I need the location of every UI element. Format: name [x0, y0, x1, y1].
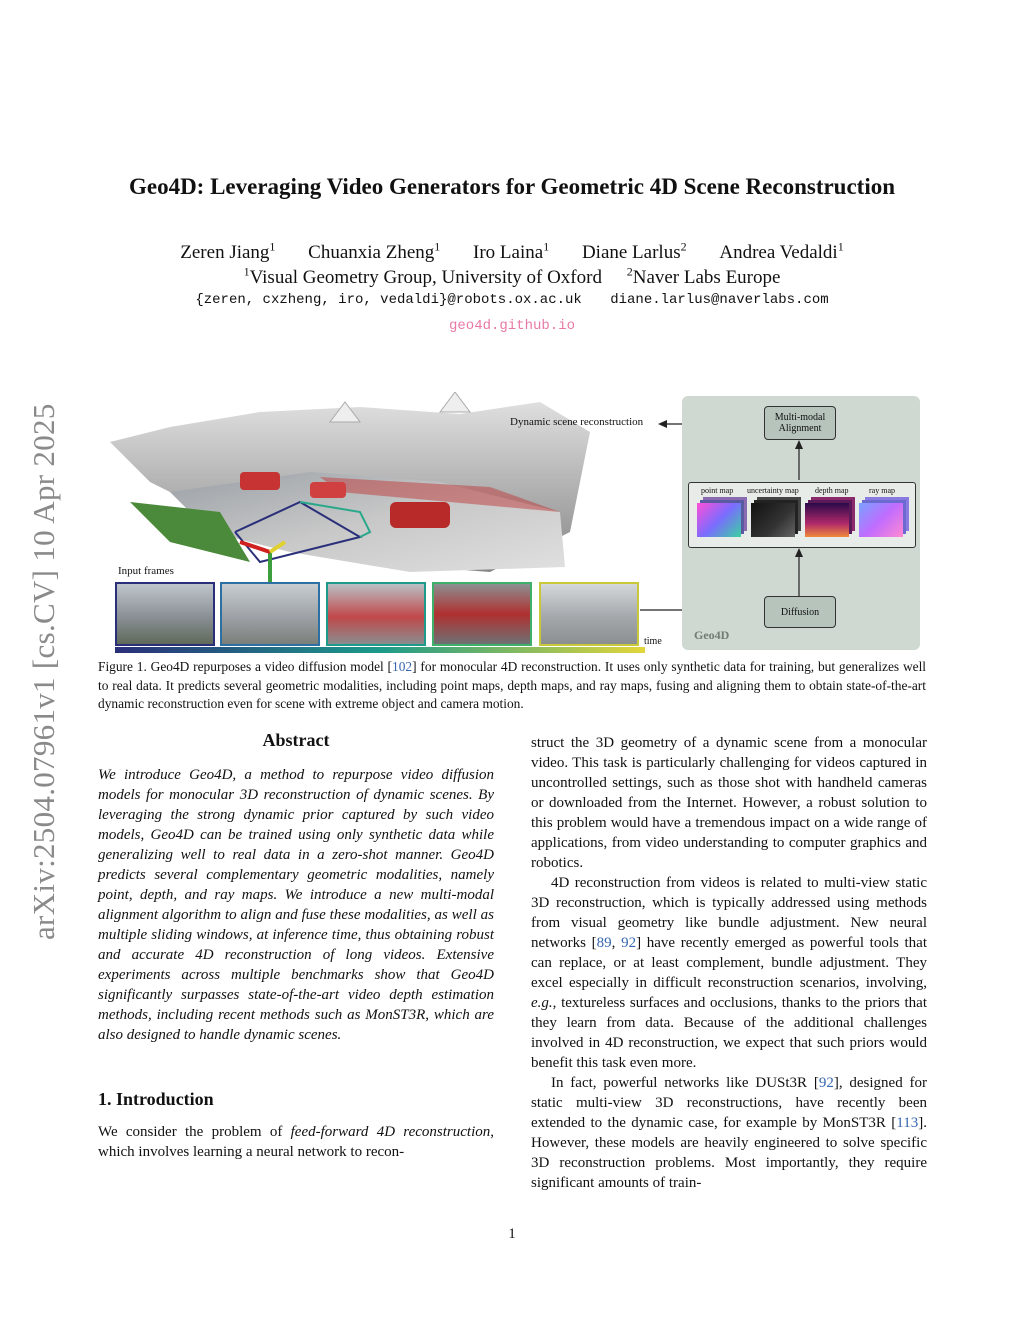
modality-label: point map — [701, 486, 734, 495]
modality-label: uncertainty map — [747, 486, 799, 495]
input-frame — [115, 582, 215, 646]
geo4d-panel — [682, 396, 920, 650]
diffusion-box: Diffusion — [764, 596, 836, 628]
arrow-up-modalities — [793, 548, 805, 596]
geo4d-label: Geo4D — [694, 628, 730, 642]
car-2 — [310, 482, 346, 498]
emails — [0, 292, 1024, 308]
car-1 — [240, 472, 280, 490]
page-number: 1 — [508, 1226, 516, 1242]
car-3 — [390, 502, 450, 528]
author: Zeren Jiang$^1$ — [180, 240, 276, 264]
uncertainty-map-stack — [751, 503, 795, 537]
right-column — [531, 733, 927, 1193]
modalities-box — [688, 482, 916, 548]
multi-modal-alignment-box: Multi-modal Alignment — [764, 406, 836, 440]
modality-label: ray map — [869, 486, 895, 495]
author: Iro Laina$^1$ — [473, 240, 550, 264]
abstract-text: We introduce Geo4D, a method to repurpose video diffusion models for monocular 3D reconstruction of dynamic scenes. By leveraging the strong dynamic prior captured by such video models, Geo4D can be trained using only synthetic data while generalizing well to real data in a zero-shot manner. Geo4D predicts several complementary geometric modalities, namely point, depth, and ray maps. We introduce a new multi-modal alignment algorithm to align and fuse these modalities, as well as multiple sliding windows, at inference time, thus obtaining robust and accurate 4D reconstruction of long videos. Extensive experiments across multiple benchmarks show that Geo4D significantly surpasses state-of-the-art video depth estimation methods, including recent methods such as MonST3R, which are also designed to handle dynamic scenes. — [98, 767, 494, 1043]
body-paragraph: In fact, powerful networks like DUSt3R [92], designed for static multi-view 3D reconstructions, have recently been extended to the dynamic case, for example by MonST3R [113]. However, these models are heavily engineered to solve specific 3D reconstruction problems. Most importantly, they require significant amounts of train- — [531, 1075, 928, 1191]
website-link[interactable]: geo4d.github.io — [448, 318, 576, 334]
arrow-up-alignment — [793, 440, 805, 480]
body-paragraph: 4D reconstruction from videos is related to multi-view static 3D reconstruction, which is typically addressed using methods from visual geometry like bundle adjustment. New neural networks [89, 92] have recently emerged as powerful tools that can replace, or at least complement, bundle adjustment. They excel especially in difficult reconstruction scenarios, involving, e.g., textureless surfaces and occlusions, thanks to the priors that they learn from data. Because of the additional challenges involved in 4D reconstruction, we expect that such priors would benefit this task even more. — [531, 875, 927, 1071]
depth-map-stack — [805, 503, 849, 537]
label-time: time — [644, 636, 662, 647]
author: Andrea Vedaldi$^1$ — [719, 240, 844, 264]
left-column — [98, 730, 494, 1162]
input-frame — [220, 582, 320, 646]
label-dynamic-reconstruction: Dynamic scene reconstruction — [510, 416, 644, 428]
citation-link[interactable]: 102 — [392, 659, 413, 674]
arxiv-stamp: arXiv:2504.07961v1 [cs.CV] 10 Apr 2025 — [26, 403, 61, 940]
affiliation: $^2$Naver Labs Europe — [626, 265, 781, 289]
point-map-stack — [697, 503, 741, 537]
input-frame — [539, 582, 639, 646]
citation-link[interactable]: 92 — [818, 1075, 834, 1091]
author: Chuanxia Zheng$^1$ — [308, 240, 441, 264]
figure-1 — [110, 392, 922, 654]
abstract-heading: Abstract — [262, 730, 330, 750]
author: Diane Larlus$^2$ — [581, 240, 687, 264]
body-paragraph: struct the 3D geometry of a dynamic scene from a monocular video. This task is particularly challenging for videos captured in uncontrolled settings, such as those shot with handheld cameras or downloaded from the Internet. However, a robust solution to this problem would have a tremendous impact on a wide range of applications, from video understanding to computer graphics and robotics. — [531, 735, 927, 871]
email-naver: diane.larlus@naverlabs.com — [610, 292, 829, 308]
citation-link[interactable]: 113 — [896, 1115, 919, 1131]
modality-label: depth map — [815, 486, 849, 495]
label-input-frames: Input frames — [118, 565, 174, 577]
author-list — [0, 240, 1024, 264]
ray-map-stack — [859, 503, 903, 537]
affiliations — [0, 265, 1024, 289]
affiliation: $^1$Visual Geometry Group, University of Oxford — [243, 265, 602, 289]
citation-link[interactable]: 92 — [621, 935, 637, 951]
figure-caption: Figure 1. Geo4D repurposes a video diffusion model [102] for monocular 4D reconstruction. It uses only synthetic data for training, but generalizes well to real data. It predicts several geometric modalities, including point maps, depth maps, and ray maps, fusing and aligning them to obtain state-of-the-art dynamic reconstruction even for scene with extreme object and camera motion. — [98, 659, 927, 711]
time-axis — [115, 646, 645, 654]
intro-paragraph: We consider the problem of feed-forward 4D reconstruction, which involves learning a neural network to recon- — [98, 1124, 494, 1160]
email-oxford: {zeren, cxzheng, iro, vedaldi}@robots.ox.ac.uk — [195, 292, 582, 308]
citation-link[interactable]: 89 — [596, 935, 612, 951]
input-frame — [432, 582, 532, 646]
section-heading-introduction: 1. Introduction — [98, 1089, 214, 1109]
paper-title: Geo4D: Leveraging Video Generators for Geometric 4D Scene Reconstruction — [128, 174, 896, 199]
input-frame — [326, 582, 426, 646]
